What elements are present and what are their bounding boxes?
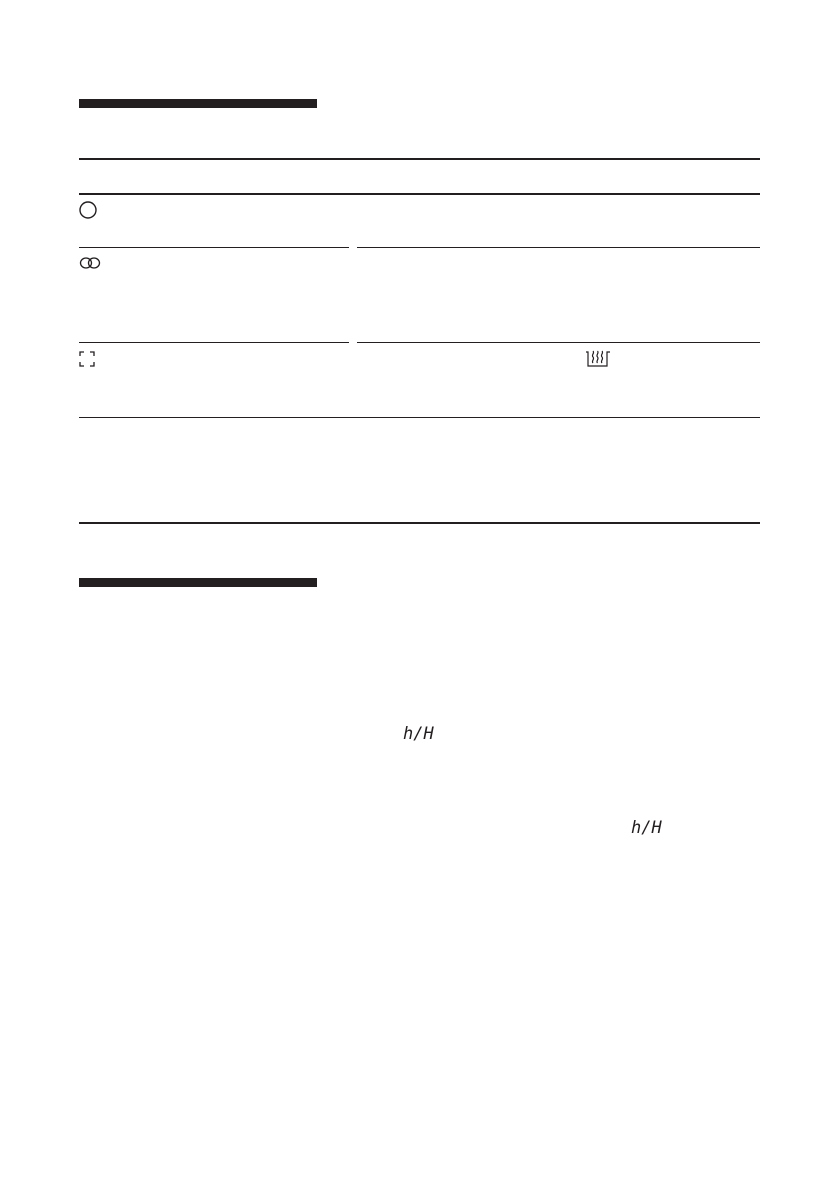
- section-1-heading-bar: [79, 99, 317, 108]
- row-rule-right: [357, 247, 760, 248]
- display-symbol-h: h/H: [403, 724, 434, 744]
- table-header-rule: [79, 193, 760, 195]
- display-symbol-h: h/H: [631, 818, 662, 838]
- table-top-rule: [79, 158, 760, 160]
- row-rule-right: [357, 342, 760, 343]
- frame-corners-icon: [79, 351, 95, 367]
- row-rule-full: [79, 417, 760, 418]
- section-2-heading-bar: [79, 578, 317, 587]
- drying-heat-icon: [585, 350, 611, 368]
- row-rule-left: [79, 247, 349, 248]
- link-rings-icon: [79, 256, 103, 270]
- table-bottom-rule: [79, 522, 760, 524]
- power-circle-icon: [79, 201, 97, 219]
- row-rule-left: [79, 342, 349, 343]
